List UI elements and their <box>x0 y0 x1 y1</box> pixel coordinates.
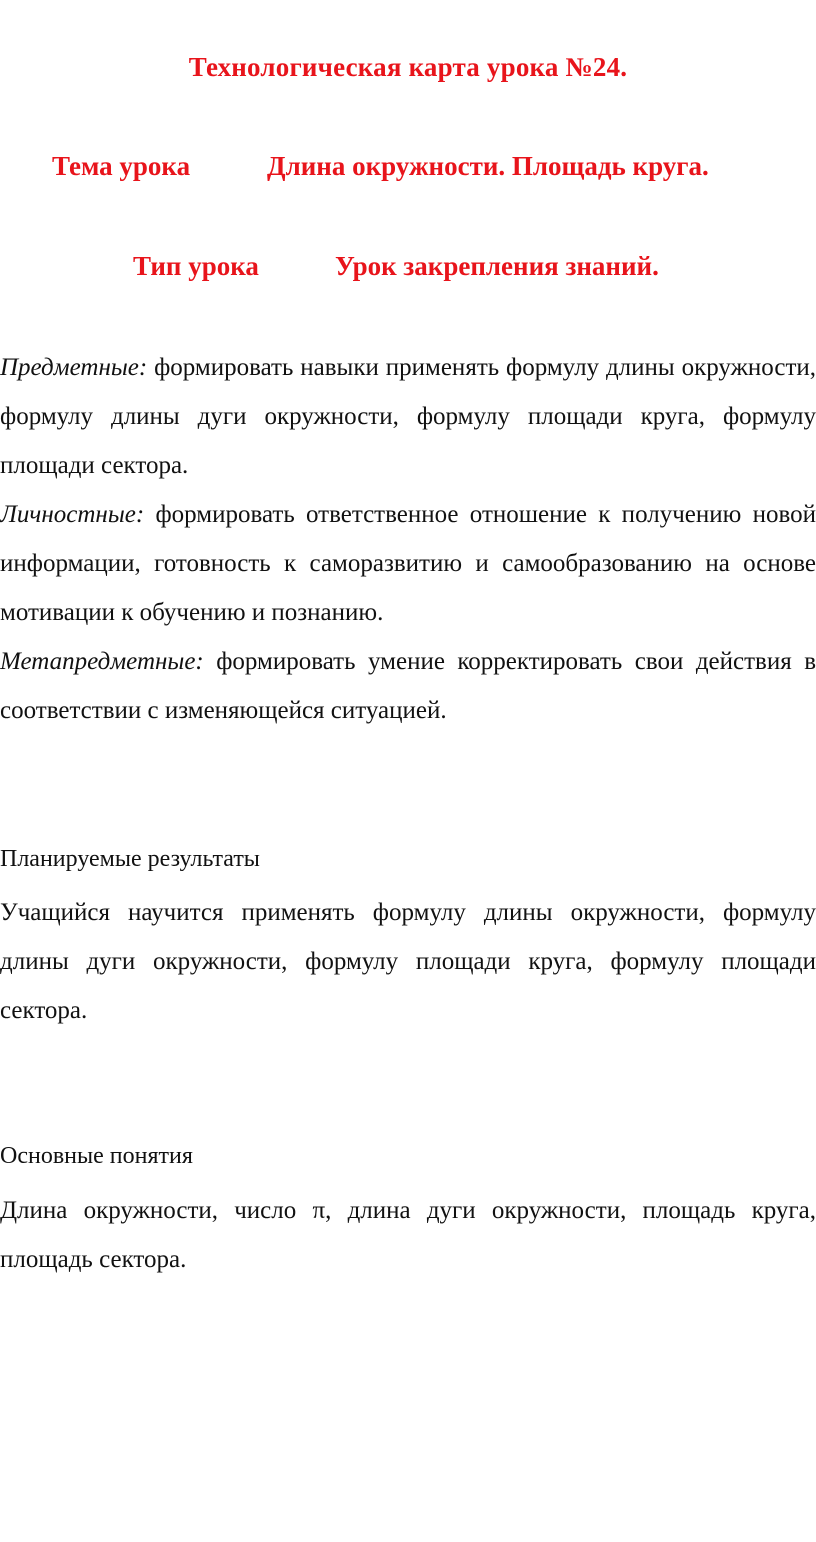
goal-personal-text: формировать ответственное отношение к получению новой информации, готовность к саморазвитию и самообразованию на основе мотивации к обучению и познанию. <box>0 501 816 626</box>
concepts-text: Длина окружности, число π, длина дуги окружности, площадь круга, площадь сектора. <box>0 1197 816 1273</box>
lesson-type-value: Урок закрепления знаний. <box>335 251 659 281</box>
results-heading: Планируемые результаты <box>0 846 260 872</box>
topic-label: Тема урока <box>52 151 191 181</box>
goal-personal <box>0 490 816 637</box>
goal-meta-text: формировать умение корректировать свои действия в соответствии с изменяющейся ситуацией. <box>0 648 816 724</box>
concepts-heading: Основные понятия <box>0 1143 193 1169</box>
goal-subject <box>0 343 816 490</box>
goal-subject-label: Предметные: <box>0 354 148 381</box>
results-text: Учащийся научится применять формулу длины окружности, формулу длины дуги окружности, формулу площади круга, формулу площади сектора. <box>0 899 816 1024</box>
goal-meta <box>0 637 816 735</box>
page-title: Технологическая карта урока №24. <box>188 52 628 82</box>
goal-personal-label: Личностные: <box>0 501 145 528</box>
lesson-type-label: Тип урока <box>133 251 259 281</box>
goal-meta-label: Метапредметные: <box>0 648 204 675</box>
goals-section <box>0 343 816 735</box>
goal-subject-text: формировать навыки применять формулу длины окружности, формулу длины дуги окружности, формулу площади круга, формулу площади сектора. <box>0 354 816 479</box>
topic-value: Длина окружности. Площадь круга. <box>267 151 709 181</box>
